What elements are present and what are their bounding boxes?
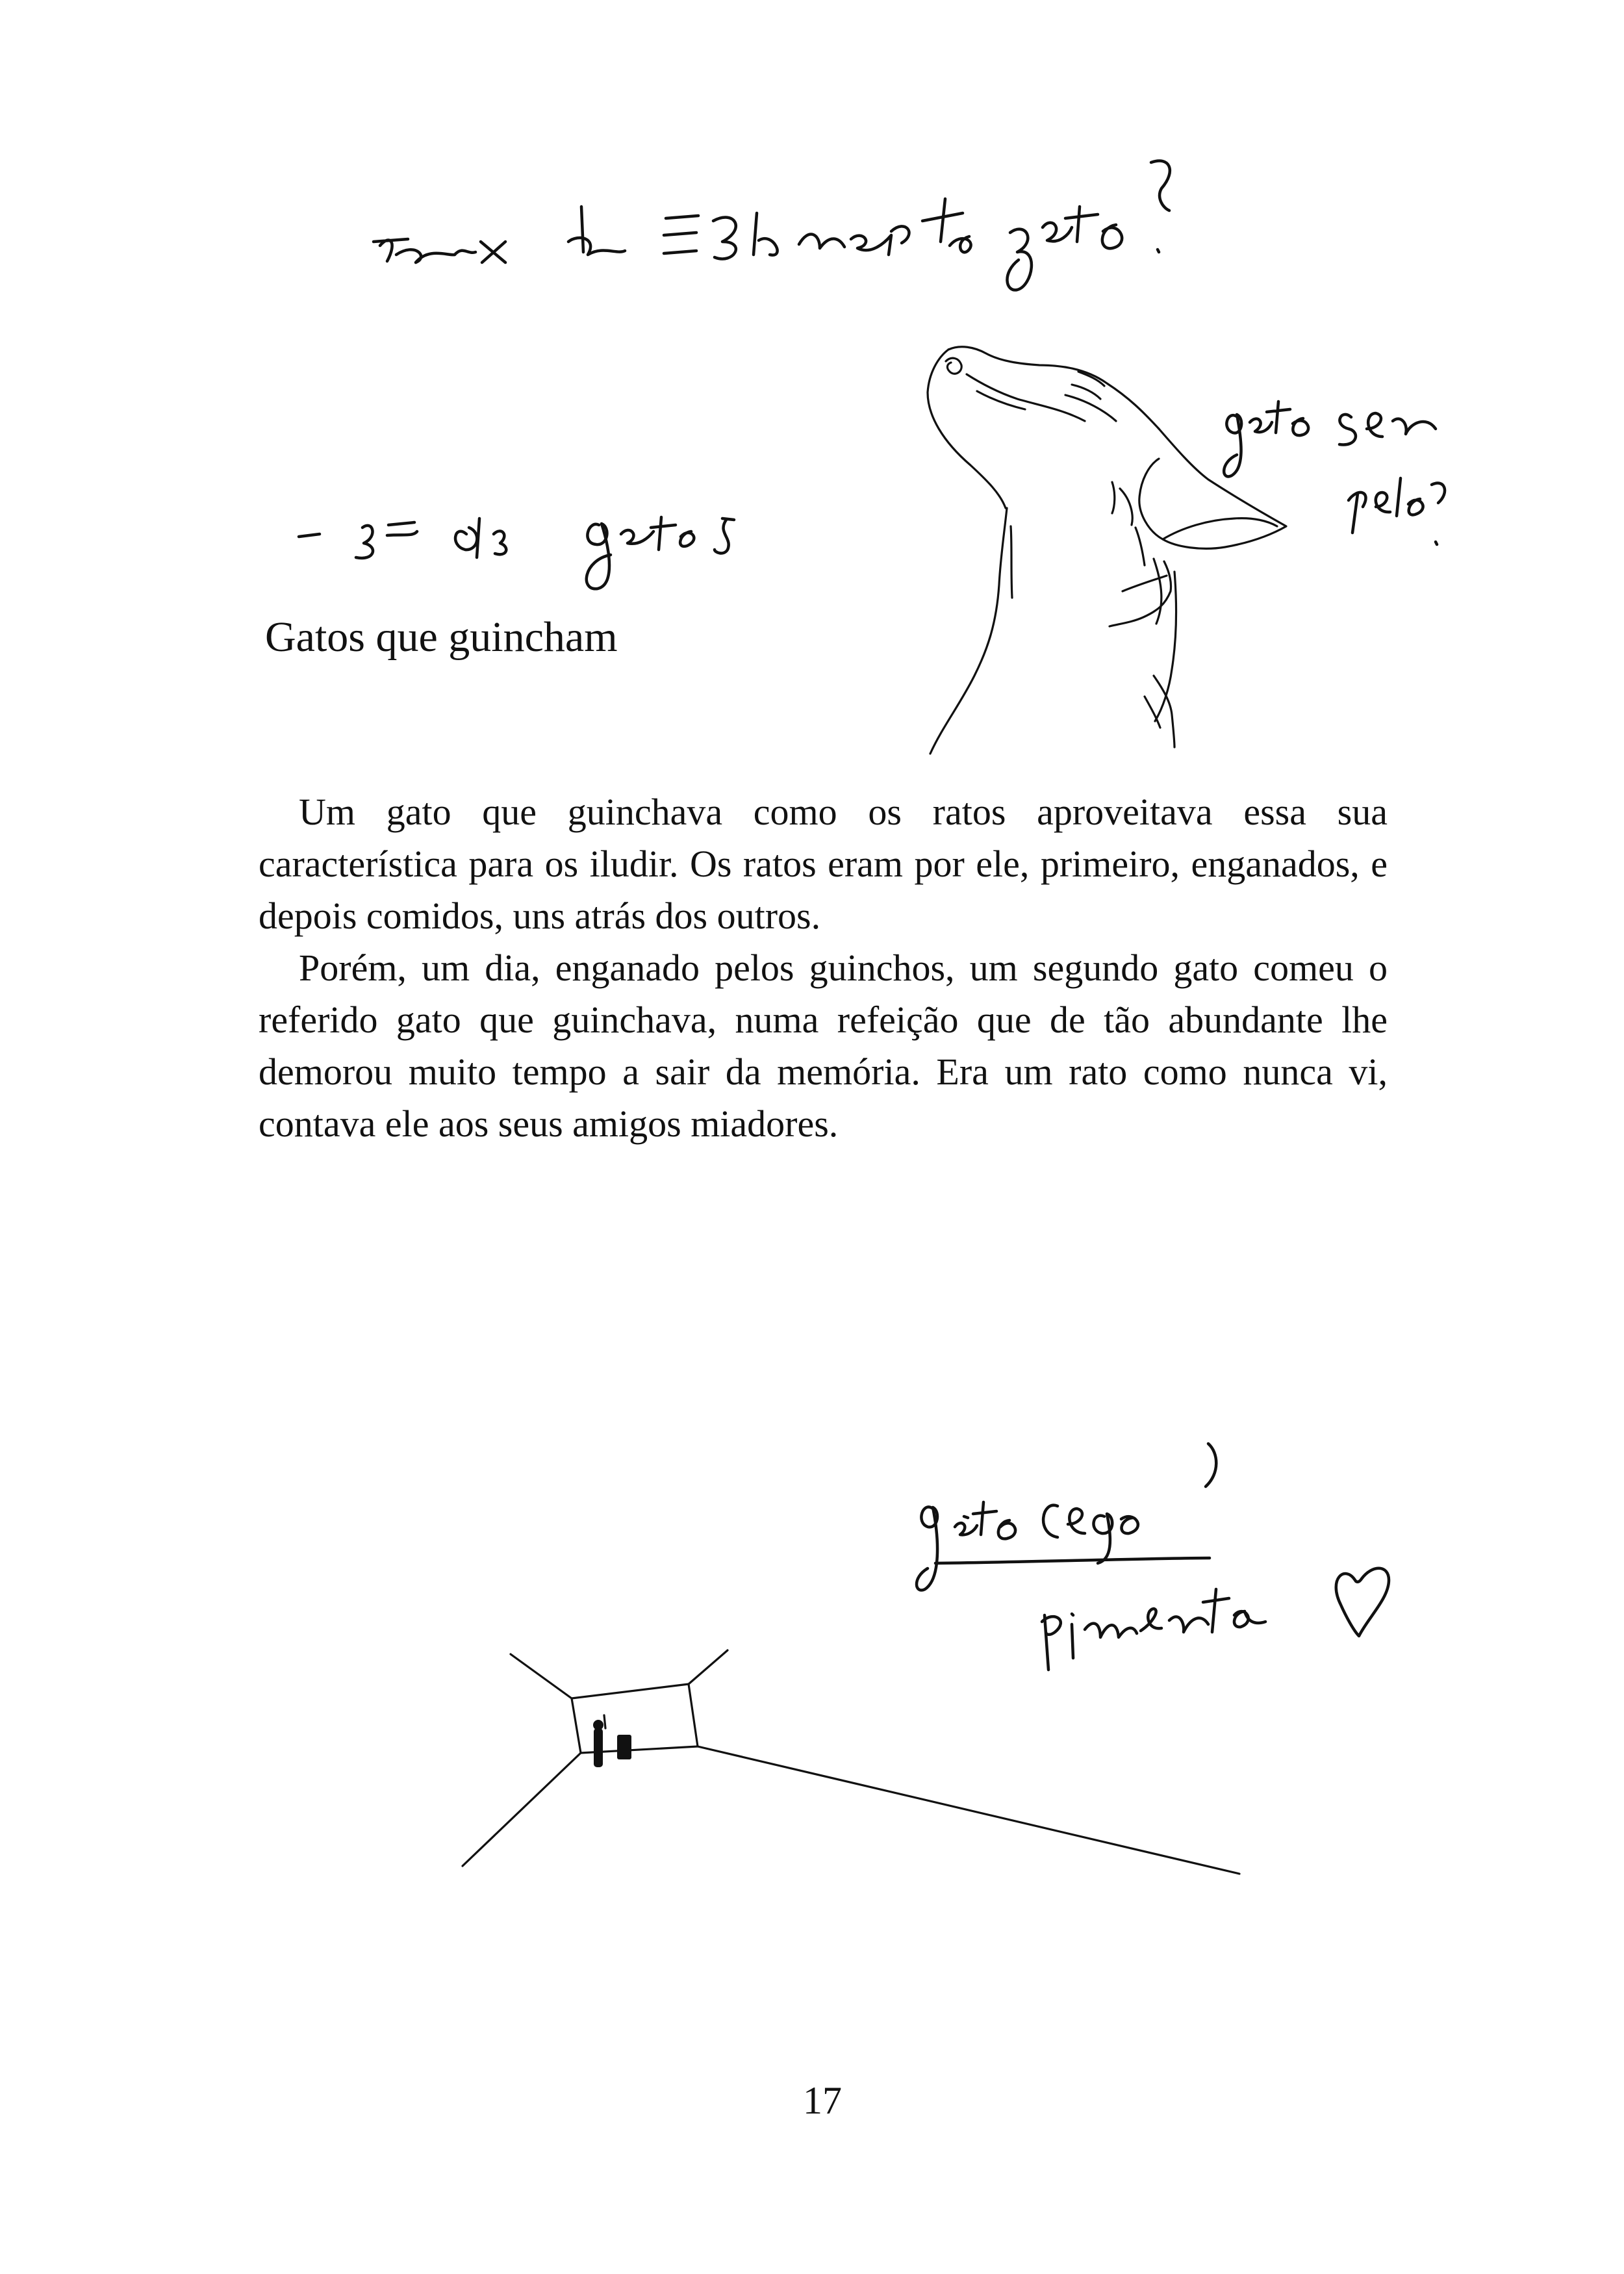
chapter-title: Gatos que guincham — [265, 613, 618, 661]
small-figure — [617, 1735, 631, 1759]
handwritten-note-right — [1224, 402, 1445, 544]
body-text — [259, 786, 1388, 1150]
cat-head-sketch — [928, 347, 1286, 754]
paragraph-2: Porém, um dia, enganado pelos guinchos, um segundo gato comeu o referido gato que guinchava, numa refeição que de tão abundante lhe demorou muito tempo a sair da memória. Era um rato como nunca vi, contava ele aos seus amigos miadores. — [259, 947, 1388, 1145]
handwritten-note-bottom — [917, 1444, 1389, 1670]
corridor-sketch — [463, 1650, 1239, 1874]
handwritten-note-top — [374, 161, 1170, 290]
handwritten-note-left — [299, 517, 734, 589]
page-number: 17 — [803, 2079, 842, 2122]
human-figure — [594, 1728, 603, 1767]
paragraph-1: Um gato que guinchava como os ratos aproveitava essa sua característica para os iludir. Os ratos eram por ele, primeiro, enganados, e depois comidos, uns atrás dos outros. — [259, 791, 1388, 937]
